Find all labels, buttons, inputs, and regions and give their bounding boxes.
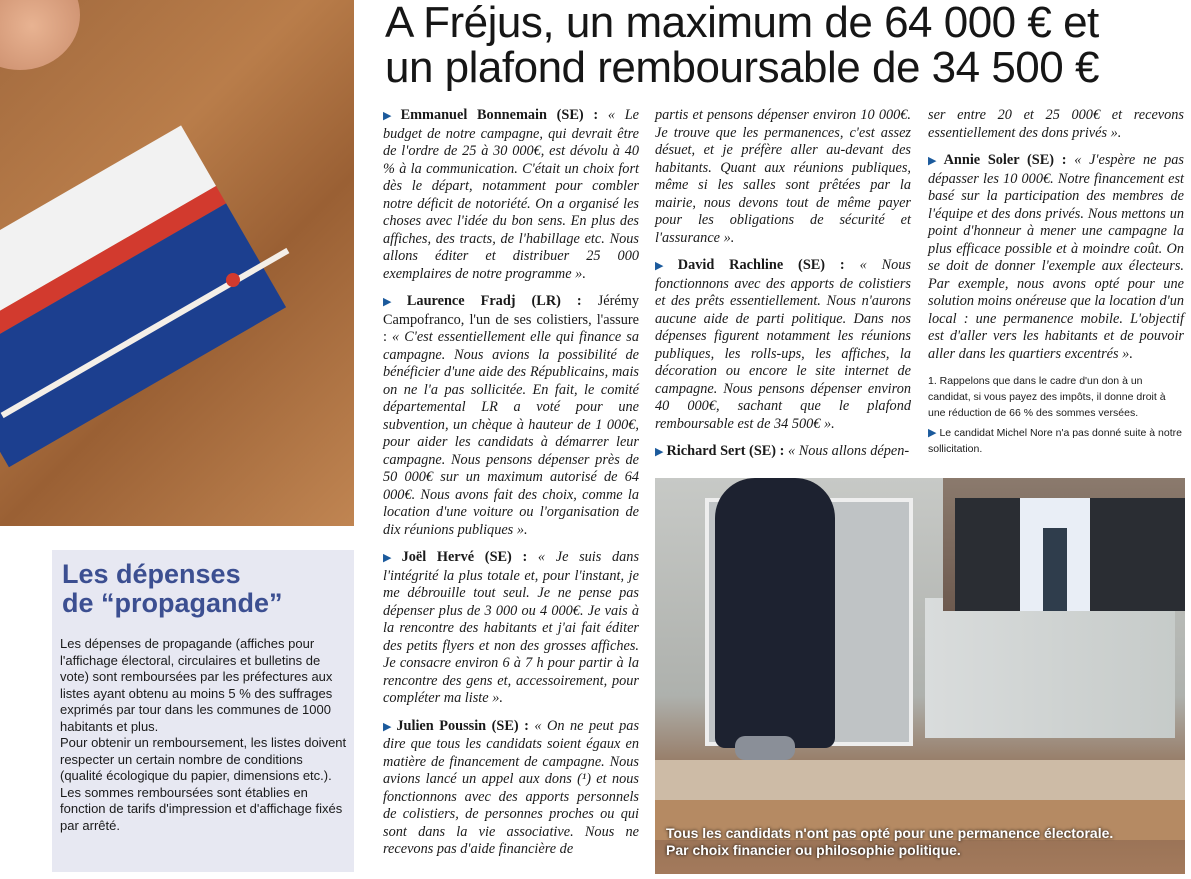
candidate-name: Julien Poussin (SE) :	[396, 717, 529, 734]
footnote-nore	[928, 425, 1184, 457]
hand-shape	[0, 0, 80, 70]
caption-line-2: Par choix financier ou philosophie politique.	[666, 842, 961, 858]
paragraph-bonnemain	[383, 107, 639, 283]
headline-line-1: A Fréjus, un maximum de 64 000 € et	[385, 0, 1099, 47]
quote-text: ser entre 20 et 25 000€ et recevons essentiellement des dons privés ».	[928, 107, 1184, 141]
candidate-name: Emmanuel Bonnemain (SE) :	[400, 107, 599, 123]
portrait-tie	[1043, 528, 1067, 611]
quote-text: « Le budget de notre campagne, qui devrait être de l'ordre de 25 à 30 000€, est dévolu à 40 % à la communication. C'était un choix fort dès le départ, notamment pour combler notre déficit de notoriété. On a organisé les choses avec l'idée du bon sens. En plus des affiches, des tracts, de l'habillage etc. Nous allons éditer et distribuer 25 000 exemplaires de notre programme ».	[383, 107, 639, 282]
propaganda-sidebar-box	[52, 550, 354, 872]
box-paragraph: Les dépenses de propagande (affiches pour l'affichage électoral, circulaires et bulletins de vote) sont remboursées par les préfectures aux listes ayant obtenu au moins 5 % des suffrages exprimés par tour dans les communes de 1000 habitants et plus.	[60, 636, 333, 734]
paragraph-poussin-cont	[655, 107, 911, 247]
footnote: 1. Rappelons que dans le cadre d'un don à un candidat, si vous payez des impôts, il donne droit à une réduction de 66 % des sommes versées.	[928, 375, 1166, 419]
box-title-line-2: de “propagande”	[62, 588, 283, 618]
quote-text: partis et pensons dépenser environ 10 000€. Je trouve que les permanences, c'est assez désuet, et je préfère aller au-devant des habitants. Quant aux réunions publiques, même si les salles sont prêtées par la mairie, nous devons tout de même payer pour les obligations de sécurité et l'assurance ».	[655, 107, 911, 246]
box-body	[60, 636, 348, 834]
candidate-name: Richard Sert (SE) :	[666, 443, 785, 459]
candidate-name: Joël Hervé (SE) :	[401, 549, 528, 565]
quote-text: « Nous allons dépen-	[787, 443, 910, 459]
person-shoe	[735, 736, 795, 760]
paragraph-sert	[655, 443, 911, 462]
caption-line-1: Tous les candidats n'ont pas opté pour une permanence électorale.	[666, 825, 1114, 841]
arrow-bullet-icon: ▶	[383, 552, 399, 564]
paragraph-sert-cont	[928, 107, 1184, 142]
person-entering	[715, 478, 835, 748]
candidate-name: Laurence Fradj (LR) :	[406, 293, 582, 309]
quote-text: « Je suis dans l'intégrité la plus totale et, pour l'instant, je me débrouille tout seul. Je ne pense pas dépenser plus de 3 000 ou 4 000€. Je vais à la rencontre des habitants et j'ai fait éditer des petits flyers et non des grosses affiches. Je consacre environ 6 à 7 h pour partir à la rencontre des gens et, accessoirement, pour compléter ma liste ».	[383, 549, 640, 706]
arrow-bullet-icon: ▶	[655, 446, 664, 458]
headline	[385, 0, 1185, 90]
paragraph-fradj	[383, 293, 639, 539]
french-flag-shape	[0, 125, 296, 484]
arrow-bullet-icon: ▶	[383, 296, 404, 308]
box-title-line-1: Les dépenses	[62, 559, 241, 589]
quote-text: « J'espère ne pas dépasser les 10 000€. Notre financement est basé sur la participation des membres de l'équipe et des dons privés. Nous mettons un point d'honneur à mener une campagne la plus efficace possible et à moindre coût. On se doit de donner l'exemple aux électeurs. Par exemple, nous avons opté pour une solution moins onéreuse que la location d'un local : une permanence mobile. L'objectif est d'aller vers les habitants et de pouvoir aller dans les quartiers excentrés ».	[928, 152, 1184, 362]
photo-caption	[663, 824, 1116, 860]
arrow-bullet-icon: ▶	[383, 110, 398, 122]
arrow-bullet-icon: ▶	[383, 720, 394, 733]
arrow-bullet-icon: ▶	[655, 260, 675, 272]
quote-text: « On ne peut pas dire que tous les candidats soient égaux en matière de financement de campagne. Nous avions lancé un appel aux dons (¹) et nous fonctionnons avec des apports personnels de colistiers, de personnes proches ou qui sont dans la vie associative. Nous ne recevons pas d'aide financière de	[383, 717, 640, 857]
box-paragraph: Les sommes remboursées sont établies en fonction de tarifs d'impression et d'affichage fixés par arrêté.	[60, 784, 343, 833]
ballot-flag-photo	[0, 0, 354, 526]
candidate-name: Annie Soler (SE) :	[943, 152, 1067, 168]
shop-window	[925, 598, 1175, 738]
article-column-1	[383, 107, 639, 869]
headline-line-2: un plafond remboursable de 34 500 €	[385, 43, 1099, 92]
footnote-text: Le candidat Michel Nore n'a pas donné suite à notre sollicitation.	[928, 427, 1182, 455]
quote-text: « Nous fonctionnons avec des apports de colistiers et des prêts essentiellement. Nous n'aurons aucune aide de parti politique. Dans nos dépenses figurent notamment les réunions publiques, les rolls-ups, les affiches, la décoration ou encore le site internet de campagne. Nous pensons dépenser environ 40 000€, sachant que le plafond remboursable est de 34 500€ ».	[655, 257, 911, 432]
step-upper	[655, 760, 1185, 800]
arrow-bullet-icon: ▶	[928, 427, 937, 439]
arrow-bullet-icon: ▶	[928, 155, 941, 167]
box-title	[62, 560, 354, 618]
paragraph-rachline	[655, 257, 911, 433]
article-column-2	[655, 107, 911, 472]
permanence-photo	[655, 478, 1185, 874]
paragraph-poussin	[383, 718, 639, 859]
intro-text: Jérémy Campofranco, l'un de ses colistiers, l'assure :	[383, 293, 639, 345]
article-column-3	[928, 107, 1184, 461]
box-paragraph: Pour obtenir un remboursement, les listes doivent respecter un certain nombre de conditions (qualité écologique du papier, dimensions etc.).	[60, 735, 347, 783]
paragraph-herve	[383, 549, 639, 708]
paragraph-soler	[928, 152, 1184, 363]
candidate-name: David Rachline (SE) :	[677, 257, 845, 273]
quote-text: « C'est essentiellement elle qui finance sa campagne. Nous avions la possibilité de bénéficier d'une aide des Républicains, mais on ne l'a pas sollicitée. En fait, le comité départemental LR a voté pour une subvention, un chèque à hauteur de 1 000€, pour aider les candidats à démarrer leur campagne. Nous pensons dépenser près de 50 000€ sur un maximum autorisé de 64 000€. Nous avons fait des choix, comme la location d'une voiture ou l'organisation de dix réunions publiques ».	[383, 329, 640, 538]
flag-stick-tip	[226, 273, 240, 287]
